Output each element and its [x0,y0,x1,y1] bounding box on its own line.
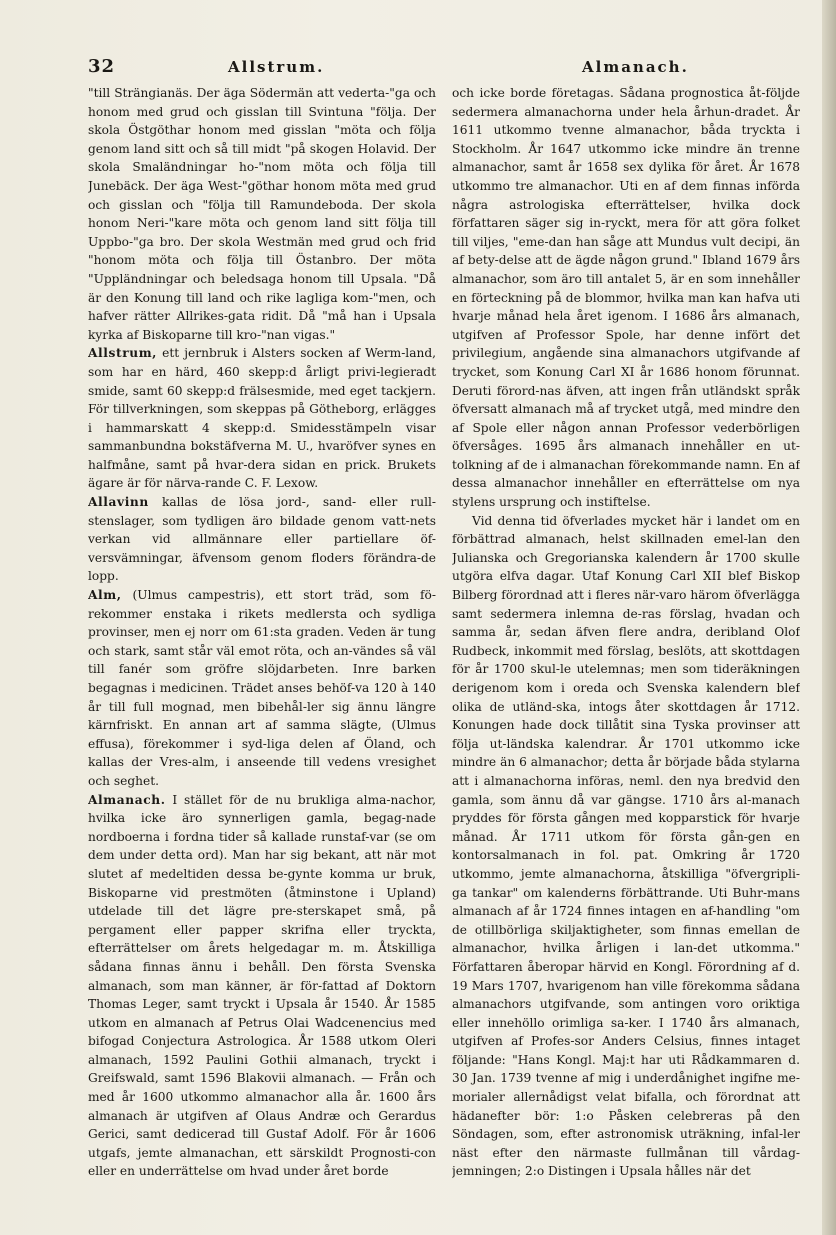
entry-text: I stället för de nu brukliga alma-nachor, hvilka icke äro synnerligen gamla, begag-nade nordboerna i fordna tider så kallade runstaf-var (se om dem under detta ord). Man har sig bekant, att när mot slutet af medeltiden dessa be-gynte komma ur bruk, Biskoparne vid prestmöten (åtminstone i Upland) utdelade till det lägre pre-sterskapet små, på pergament eller papper skrifna eller tryckta, efterrättelser om årets helgedagar m. m. Åtskilliga sådana finnas ännu i behåll. Den första Svenska almanach, som man känner, är för-fattad af Doktorn Thomas Leger, samt tryckt i Upsala år 1540. År 1585 utkom en almanach af Petrus Olai Wadcenencius med bifogad Conjectura Astrologica. År 1588 utkom Oleri almanach, 1592 Paulini Gothii almanach, tryckt i Greifswald, samt 1596 Blakovii almanach. — Från och med år 1600 utkommo almanachor alla år. 1600 års almanach är utgifven af Olaus Andræ och Gerardus Gerici, samt dedicerad till Gustaf Adolf. För år 1606 utgafs, jemte almanachan, ett särskildt Prognosti-con eller en underrättelse om hvad under året borde [88,792,436,1179]
paragraph-quotation: "till Strängianäs. Der äga Södermän att vederta-"ga och honom med grud och gisslan till Svintuna "följa. Der skola Östgöthar honom med gisslan "möta och följa genom land sitt och så till midt "på skogen Holavid. Der skola Smaländningar ho-"nom möta och följa till Junebäck. Der äga West-"göthar honom möta med grud och gisslan och "följa till Ramundeboda. Der skola honom Neri-"kare möta och genom land sitt följa till Uppbo-"ga bro. Der skola Westmän med grud och frid "honom möta och följa till Östanbro. Der möta "Uppländningar och beledsaga honom till Upsala. "Då är den Konung till land och rike lagliga kom-"men, och hafver rätter Allrikes-gata ridit. Då "må han i Upsala kyrka af Biskoparne till kro-"nan vigas." [88,86,436,342]
entry-keyword: Alm, [88,588,122,603]
entry-text: kallas de lösa jord-, sand- eller rull-stenslager, som tydligen äro bildade genom vatt-nets verkan vid allmännare eller partiellare öf-versvämningar, äfvensom genom floders förändra-de lopp. [88,495,436,584]
running-head-right: Almanach. [582,58,689,76]
entry-text: ett jernbruk i Alsters socken af Werm-land, som har en härd, 460 skepp:d årligt privi-legieradt smide, samt 60 skepp:d frälsesmide, med eget tackjern. För tillverkningen, som skeppas på Götheborg, erlägges i hammarskatt 4 skepp:d. Smidesstämpeln visar sammanbundna bokstäfverna M. U., hvaröfver synes en halfmåne, samt på hvar-dera sidan en prick. Brukets ägare är för närva-rande C. F. Lexow. [88,346,436,491]
right-column [452,84,800,1204]
entry-keyword: Allstrum, [88,346,158,361]
left-column [88,84,436,1204]
entry-allstrum [88,344,436,493]
entry-text: (Ulmus campestris), ett stort träd, som fö-rekommer enstaka i rikets medlersta och sydliga provinser, men ej norr om 61:sta graden. Veden är tung och stark, samt står väl emot röta, och an-vändes så väl till fanér som gröfre slöjdarbeten. Inre barken begagnas i medicinen. Trädet anses behöf-va 120 à 140 år till full mognad, men bibehål-ler sig ännu längre kärnfriskt. En annan art af samma slägte, (Ulmus effusa), förekommer i syd-liga delen af Öland, och kallas der Vres-alm, i anseende till vedens vresighet och seghet. [88,588,436,788]
entry-almanach [88,791,436,1181]
paragraph-calendar-reform: Vid denna tid öfverlades mycket här i landet om en förbättrad almanach, helst skillnaden emel-lan den Julianska och Gregorianska kalendern år 1700 skulle utgöra elfva dagar. Utaf Konung Carl XII blef Biskop Bilberg förordnad att i fleres när-varo härom öfverlägga samt sedermera inlemna de-ras förslag, hvadan och samma år, sedan äfven flere andra, deribland Olof Rudbeck, inkommit med förslag, beslöts, att skottdagen för år 1700 skul-le utelemnas; men som tideräkningen derigenom kom i oreda och Svenska kalendern blef olika de utländ-ska, intogs åter skottdagen år 1712. Konungen hade dock tillåtit sina Tyska provinser att följa ut-ländska kalendrar. År 1701 utkommo icke mindre än 6 almanachor; detta år började båda stylarna att i almanachorna införas, neml. den nya bredvid den gamla, som ännu då var gängse. 1710 års al-manach pryddes för första gången med kopparstick för hvarje månad. År 1711 utkom för första gån-gen en kontorsalmanach in fol. pat. Omkring år 1720 utkommo, jemte almanachorna, åtskilliga "öfvergripli-ga tankar" om kalenderns förbättrande. Uti Buhr-mans almanach af år 1724 finnes intagen en af-handling "om de otillbörliga skiljaktigheter, som finnas emellan de almanachor, hvilka årligen i lan-det utkomma." Författaren åberopar härvid en Kongl. Förordning af d. 19 Mars 1707, hvarigenom han ville förekomma sådana almanachors utgifvande, som antingen voro oriktiga eller innehöllo orimliga sa-ker. I 1740 års almanach, utgifven af Profes-sor Anders Celsius, finnes intaget följande: "Hans Kongl. Maj:t har uti Rådkammaren d. 30 Jan. 1739 tvenne af mig i underdånighet ingifne me-morialer allernådigst velat bifalla, och förordnat att hädanefter bör: 1:o Påsken celebreras på den Söndagen, som, efter astronomisk uträkning, infal-ler näst efter den närmaste fullmånan till vårdag-jemningen; 2:o Distingen i Upsala hålles när det [452,513,800,1179]
page-header [0,56,836,80]
page-number: 32 [88,56,116,77]
entry-keyword: Allavinn [88,495,149,510]
entry-keyword: Almanach. [88,792,166,807]
page-edge [822,0,836,1235]
paragraph-continuation: och icke borde företagas. Sådana prognostica åt-följde sedermera almanachorna under hela århun-dradet. År 1611 utkommo tvenne almanachor, båda tryckta i Stockholm. År 1647 utkommo icke mindre än trenne almanachor, samt år 1658 sex dylika för året. År 1678 utkommo tre almanachor. Uti en af dem finnas införda några astrologiska efterrättelser, hvilka dock författaren säger sig in-ryckt, mera för att göra folket till viljes, "eme-dan han såge att Mundus vult decipi, än af bety-delse att de ägde någon grund." Ibland 1679 års almanachor, som äro till antalet 5, är en som innehåller en förteckning på de blommor, hvilka man kan hafva uti hvarje månad hela året igenom. I 1686 års almanach, utgifven af Professor Spole, har denne infört det privilegium, angående sina almanachors utgifvande af trycket, som Konung Carl XI år 1686 honom förunnat. Deruti förord-nas äfven, att ingen från utländskt språk öfversatt almanach må af trycket utgå, med mindre den af Spole eller någon annan Professor vederbörligen öfversåges. 1695 års almanach innehåller en ut-tolkning af de i almanachan förekommande namn. En af dessa almanachor innehåller en efterrättelse om nya stylens ursprung och instiftelse. [452,86,800,510]
running-head-left: Allstrum. [228,58,325,76]
entry-alm [88,586,436,791]
entry-allavinn [88,493,436,586]
